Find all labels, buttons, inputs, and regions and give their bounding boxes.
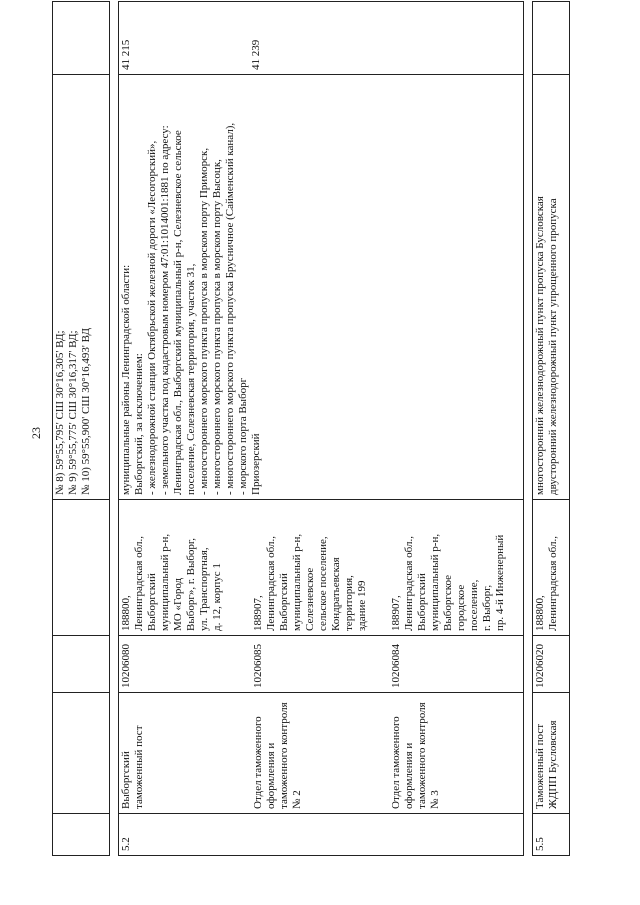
cell-address bbox=[53, 500, 110, 636]
post-name: Отдел таможенного оформления и таможенного контроля № 3 bbox=[390, 702, 441, 809]
post-name: Выборгский таможенный пост bbox=[120, 725, 145, 809]
section-number: 5.5 bbox=[533, 814, 570, 856]
post-code: 10206020 bbox=[533, 636, 570, 693]
post-code: 10206085 bbox=[252, 644, 264, 688]
post-code: 10206084 bbox=[390, 644, 402, 688]
table-row bbox=[119, 2, 524, 856]
post-name: Таможенный пост ЖДПП Бусловская bbox=[533, 693, 570, 814]
post-name: Отдел таможенного оформления и таможенного контроля № 2 bbox=[252, 702, 303, 809]
post-address: 188907, Ленинградская обл., Выборгский муниципальный р-н, Выборгское городское поселение, г. Выборг, пр. 4-й Инженерный bbox=[390, 533, 506, 631]
top-table bbox=[52, 1, 110, 856]
section-number: 5.2 bbox=[119, 814, 524, 856]
page-number: 23 bbox=[29, 427, 43, 439]
name-column bbox=[119, 693, 524, 814]
extra-code: 41 239 bbox=[250, 39, 262, 70]
coordinates-cell: № 8) 59°55,795' СШ 30°16,305' ВД; № 9) 59°55,775' СШ 30°16,317' ВД; № 10) 59°55,900' СШ 30°16,493' ВД bbox=[53, 75, 110, 500]
cell-extra-code bbox=[533, 2, 570, 75]
cell-name bbox=[53, 693, 110, 814]
table-row bbox=[533, 2, 570, 856]
competence-description: муниципальные районы Ленинградской области: Выборгский, за исключением: - железнодорожной станции Октябрьской железной дороги «Лесогорский», - земельного участка под кадастровым номером 47:01:1014001:1881 по адресу: Ленинградская обл., Выборгский муниципальный р-н, Селезневское сельское поселение, Селезневская территория, участок 31, - многостороннего морского пункта пропуска в морском порту Приморск, - многостороннего морского пункта пропуска в морском порту Высоцк, - многостороннего морского пункта пропуска Брусничное (Сайменский канал), - морского порта Выборг Приозерский bbox=[119, 75, 524, 500]
cell-number bbox=[53, 814, 110, 856]
rotated-table-area bbox=[52, 39, 612, 856]
post-address: 188800, Ленинградская обл., Выборгский муниципальный р-н, МО «Город Выборг», г. Выборг, ул. Транспортная, д. 12, корпус 1 bbox=[120, 533, 223, 631]
post-address: 188907, Ленинградская обл., Выборгский муниципальный р-н, Селезневское сельское поселение, Кондратьевская территория, здание 199 bbox=[252, 533, 368, 631]
cell-code bbox=[53, 636, 110, 693]
section-5-5-table bbox=[532, 1, 570, 856]
extra-code: 41 215 bbox=[120, 39, 132, 70]
address-column bbox=[119, 500, 524, 636]
cell-extra-code bbox=[53, 2, 110, 75]
table-row bbox=[53, 2, 110, 856]
extra-code-column bbox=[119, 2, 524, 75]
competence-description: многосторонний железнодорожный пункт пропуска Бусловская двусторонний железнодорожный пункт упрощенного пропуска bbox=[533, 75, 570, 500]
section-5-2-table bbox=[118, 1, 524, 856]
post-code: 10206080 bbox=[120, 644, 132, 688]
code-column bbox=[119, 636, 524, 693]
post-address: 188800, Ленинградская обл., bbox=[533, 500, 570, 636]
